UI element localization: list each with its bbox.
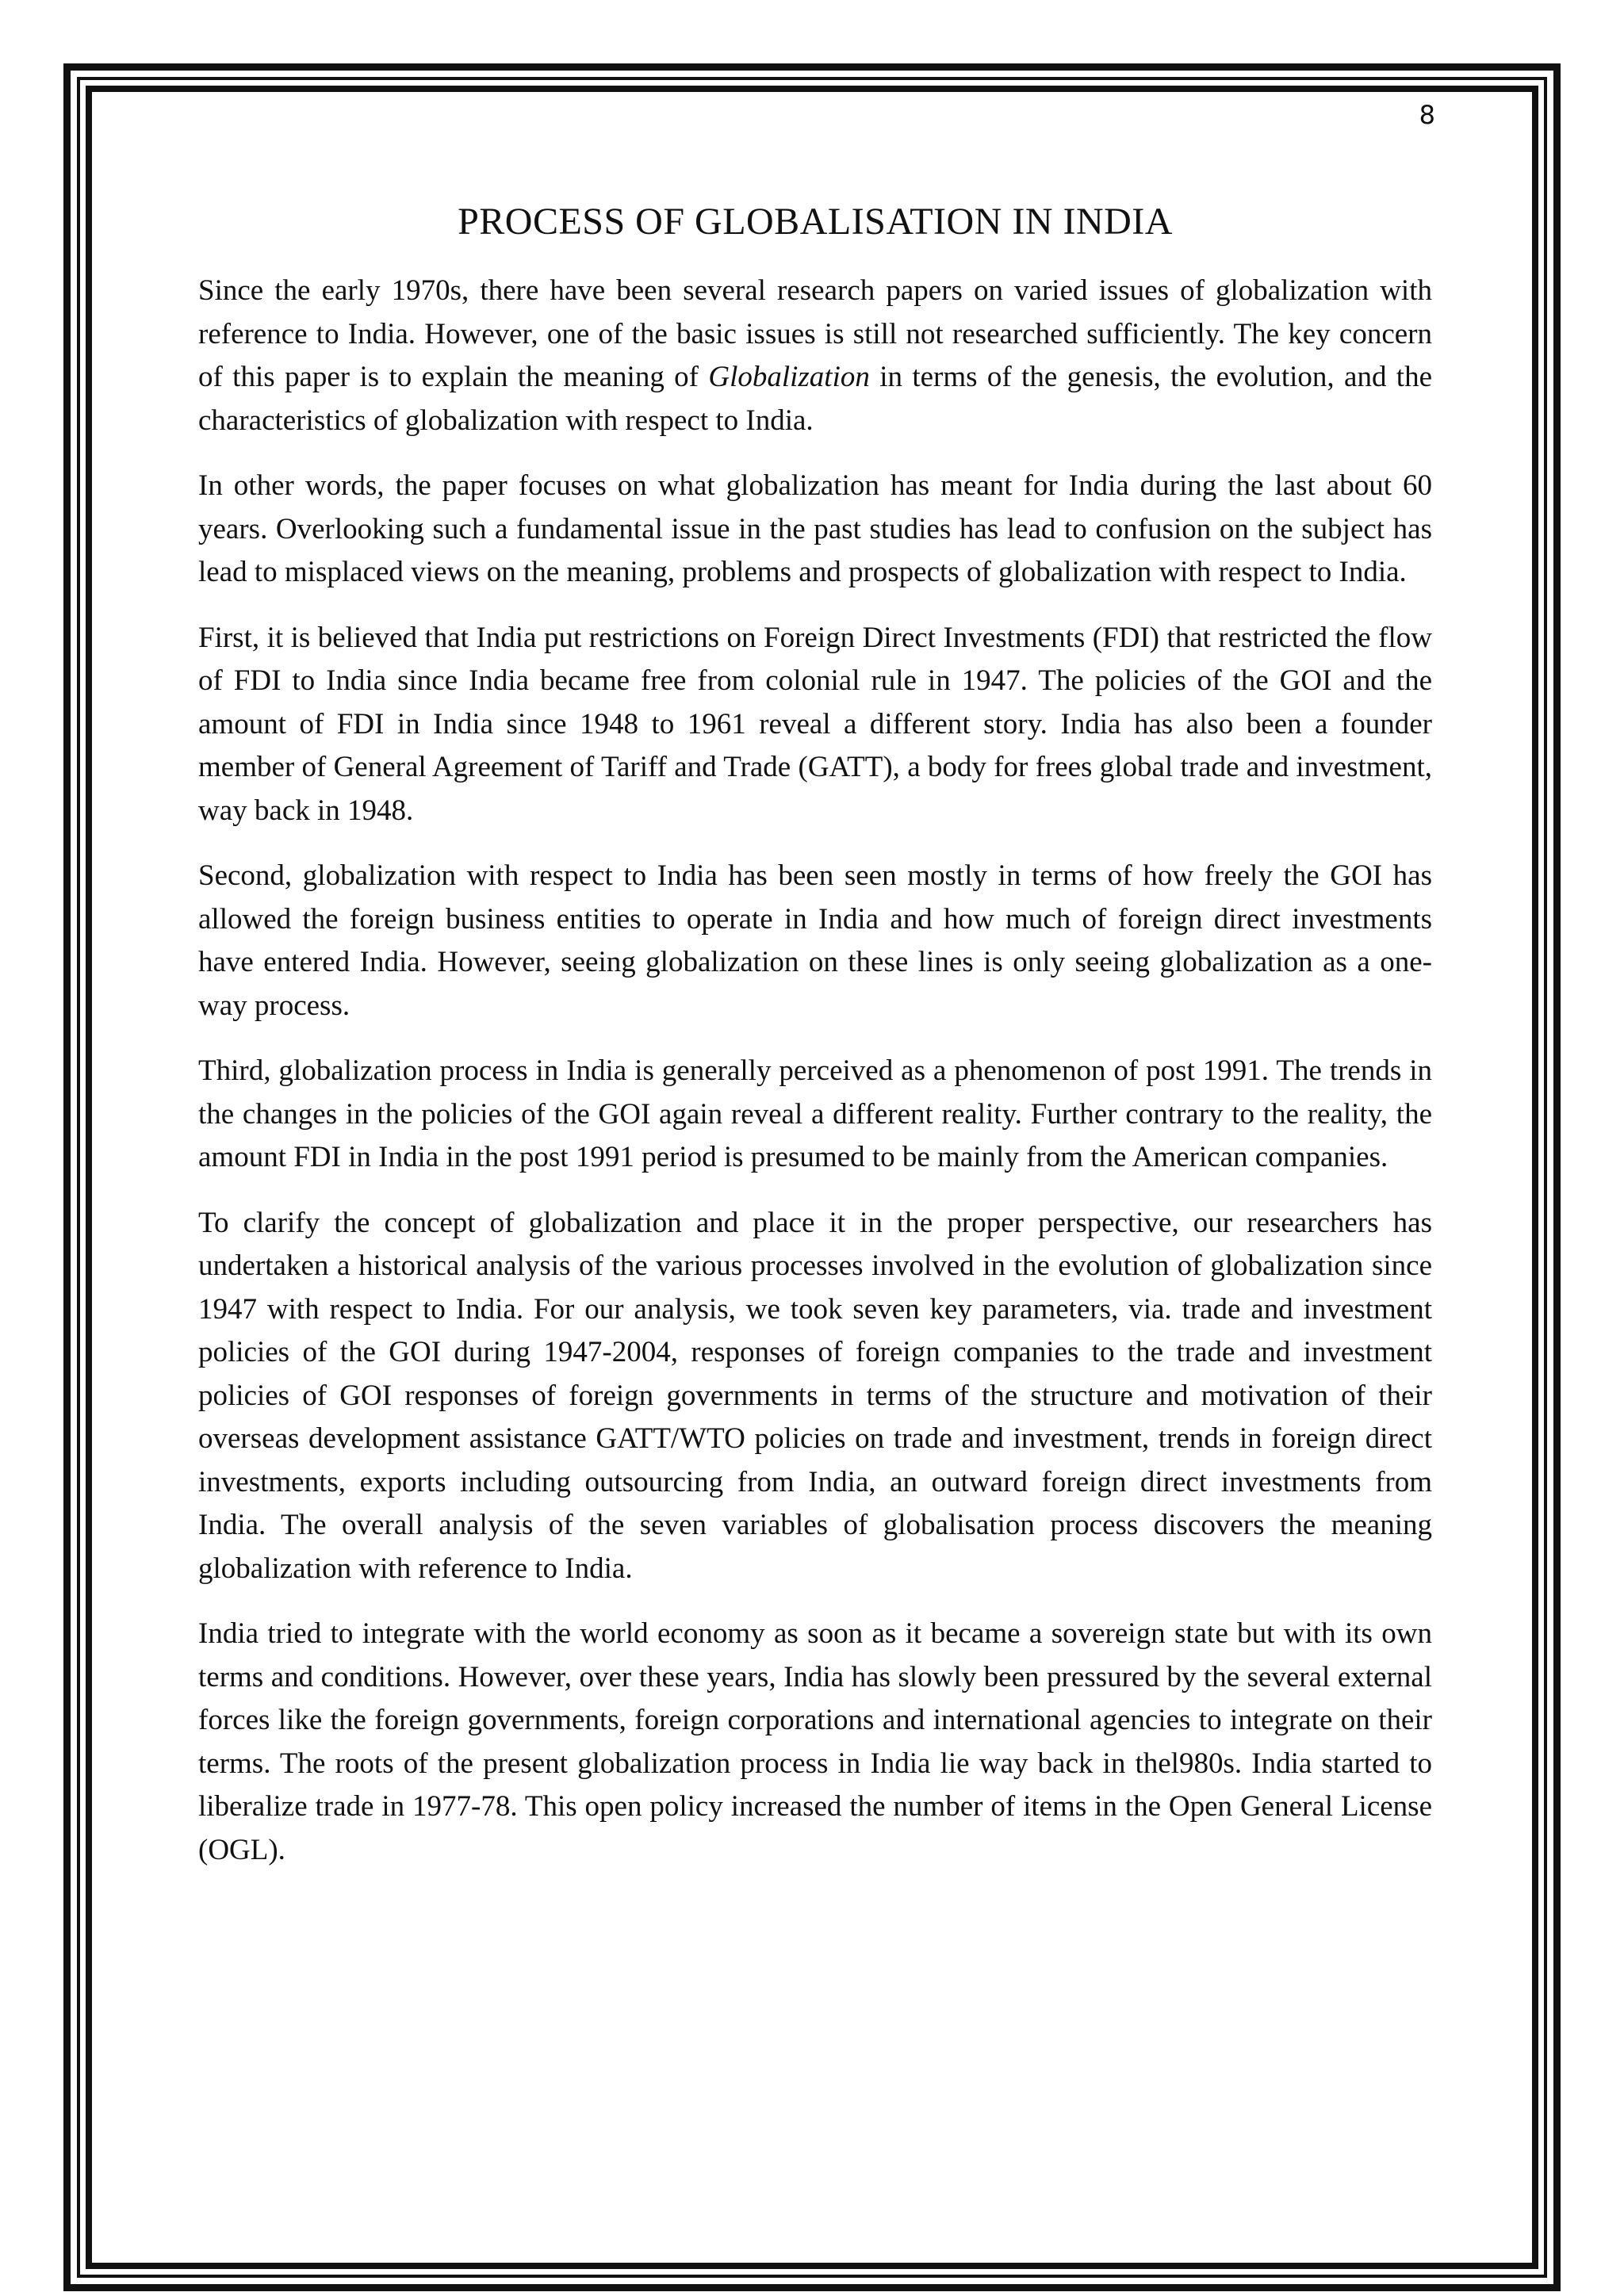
paragraph-1 [198,270,1432,442]
paragraph-1-text-start: Since the early 1970s, there have been several research papers on varied issues of globalization with reference to India. However, one of the basic issues is still not researched sufficiently. The key concern of this paper is to explain the meaning of [198,274,1432,393]
paragraph-2: In other words, the paper focuses on what globalization has meant for India during the last about 60 years. Overlooking such a fundamental issue in the past studies has lead to confusion on the subject has lead to misplaced views on the meaning, problems and prospects of globalization with respect to India. [198,469,1432,588]
paragraph-5: Third, globalization process in India is generally perceived as a phenomenon of post 1991. The trends in the changes in the policies of the GOI again reveal a different reality. Further contrary to the reality, the amount FDI in India in the post 1991 period is presumed to be mainly from the American companies. [198,1054,1432,1173]
paragraph-3: First, it is believed that India put restrictions on Foreign Direct Investments (FDI) that restricted the flow of FDI to India since India became free from colonial rule in 1947. The policies of the GOI and the amount of FDI in India since 1948 to 1961 reveal a different story. India has also been a founder member of General Agreement of Tariff and Trade (GATT), a body for frees global trade and investment, way back in 1948. [198,621,1432,827]
document-body [198,198,1432,1872]
page-number: 8 [1419,100,1435,130]
paragraph-7: India tried to integrate with the world economy as soon as it became a sovereign state but with its own terms and conditions. However, over these years, India has slowly been pressured by the several external forces like the foreign governments, foreign corporations and international agencies to integrate on their terms. The roots of the present globalization process in India lie way back in thel980s. India started to liberalize trade in 1977-78. This open policy increased the number of items in the Open General License (OGL). [198,1617,1432,1866]
paragraph-1-emphasis: Globalization [708,361,870,393]
paragraph-6: To clarify the concept of globalization and place it in the proper perspective, our researchers has undertaken a historical analysis of the various processes involved in the evolution of globalization since 1947 with respect to India. For our analysis, we took seven key parameters, via. trade and investment policies of the GOI during 1947-2004, responses of foreign companies to the trade and investment policies of GOI responses of foreign governments in terms of the structure and motivation of their overseas development assistance GATT/WTO policies on trade and investment, trends in foreign direct investments, exports including outsourcing from India, an outward foreign direct investments from India. The overall analysis of the seven variables of globalisation process discovers the meaning globalization with reference to India. [198,1206,1432,1585]
paragraph-4: Second, globalization with respect to India has been seen mostly in terms of how freely the GOI has allowed the foreign business entities to operate in India and how much of foreign direct investments have entered India. However, seeing globalization on these lines is only seeing globalization as a one-way process. [198,859,1432,1022]
paragraph-1-text-end: in terms of the genesis, the evolution, and the characteristics of globalization with respect to India. [198,361,1432,437]
document-title: PROCESS OF GLOBALISATION IN INDIA [458,201,1173,243]
